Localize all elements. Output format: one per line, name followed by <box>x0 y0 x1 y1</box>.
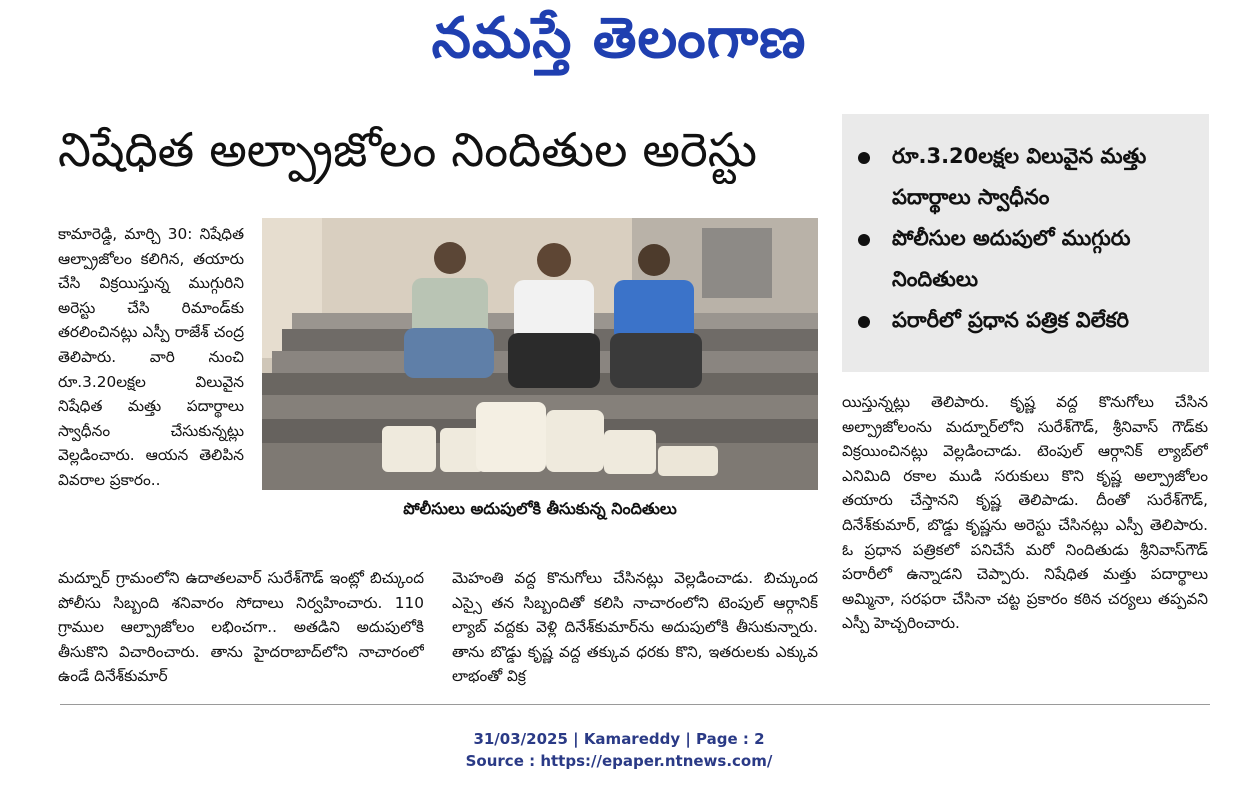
highlights-box <box>842 114 1209 372</box>
bullet-icon <box>858 152 870 164</box>
highlight-item <box>856 218 1199 300</box>
bullet-icon <box>858 234 870 246</box>
article-column-2: మెహంతి వద్ద కొనుగోలు చేసినట్లు వెల్లడించాడు. బిచ్కుంద ఎస్సై తన సిబ్బందితో కలిసి నాచారంలోని టెంపుల్ ఆర్గానిక్ ల్యాబ్ వద్దకు వెళ్లి దినేశ్‌కుమార్‌ను అదుపులోకి తీసుకున్నారు. తాను బొడ్డు కృష్ణ వద్ద తక్కువ ధరకు కొని, ఇతరులకు ఎక్కువ లాభంతో విక్ర <box>452 569 818 686</box>
highlight-text: రూ.3.20లక్షల విలువైన మత్తు పదార్థాలు స్వాధీనం <box>892 144 1147 209</box>
footer-source: Source : https://epaper.ntnews.com/ <box>465 752 773 770</box>
highlight-item <box>856 136 1199 218</box>
article-column-1: కామారెడ్డి, మార్చి 30: నిషేధిత ఆల్ప్రాజోలం కలిగిన, తయారు చేసి విక్రయిస్తున్న ముగ్గురిని అరెస్టు చేసి రిమాండ్‌కు తరలించినట్లు ఎస్పీ రాజేశ్ చంద్ర తెలిపారు. వారి నుంచి రూ.3.20లక్షల విలువైన నిషేధిత మత్తు పదార్థాలు స్వాధీనం చేసుకున్నట్లు వెల్లడించారు. ఆయన తెలిపిన వివరాల ప్రకారం.. <box>58 225 244 489</box>
highlight-item <box>856 300 1199 341</box>
article-headline: నిషేధిత అల్ప్రాజోలం నిందితుల అరెస్టు <box>58 123 758 178</box>
bullet-icon <box>858 316 870 328</box>
footer-divider <box>60 704 1210 705</box>
article-column-1-bottom: మద్నూర్ గ్రామంలోని ఉదాతలవార్ సురేశ్‌గౌడ్ ఇంట్లో బిచ్కుంద పోలీసు సిబ్బంది శనివారం సోదాలు నిర్వహించారు. 110 గ్రాముల ఆల్ప్రాజోలం లభించగా.. అతడిని అదుపులోకి తీసుకొని విచారించారు. తాను హైదరాబాద్‌లోని నాచారంలో ఉండే దినేశ్‌కుమార్ <box>58 569 424 686</box>
newspaper-masthead: నమస్తే తెలంగాణ <box>431 6 807 71</box>
photo-caption: పోలీసులు అదుపులోకి తీసుకున్న నిందితులు <box>403 499 677 518</box>
highlight-text: పోలీసుల అదుపులో ముగ్గురు నిందితులు <box>892 226 1131 291</box>
accused-photo <box>262 218 818 490</box>
footer-date-edition: 31/03/2025 | Kamareddy | Page : 2 <box>473 730 765 748</box>
article-column-3: యిస్తున్నట్లు తెలిపారు. కృష్ణ వద్ద కొనుగోలు చేసిన అల్ప్రాజోలంను మద్నూర్‌లోని సురేశ్‌గౌడ్, శ్రీనివాస్ గౌడ్‌కు విక్రయించినట్లు వెల్లడించాడు. టెంపుల్ ఆర్గానిక్ ల్యాబ్‌లో ఎనిమిది రకాల ముడి సరుకులు కొని కృష్ణ అల్ప్రాజోలం తయారు చేస్తానని కృష్ణ తెలిపాడు. దీంతో సురేశ్‌గౌడ్, దినేశ్‌కుమార్, బొడ్డు కృష్ణను అరెస్టు చేసినట్లు ఎస్పీ తెలిపారు. ఓ ప్రధాన పత్రికలో పనిచేసే మరో నిందితుడు శ్రీనివాస్‌గౌడ్ పరారీలో ఉన్నాడని చెప్పారు. నిషేధిత మత్తు పదార్థాలు అమ్మినా, సరఫరా చేసినా చట్ట ప్రకారం కఠిన చర్యలు తప్పవని ఎస్పీ హెచ్చరించారు. <box>842 393 1208 633</box>
highlight-text: పరారీలో ప్రధాన పత్రిక విలేకరి <box>892 308 1130 332</box>
